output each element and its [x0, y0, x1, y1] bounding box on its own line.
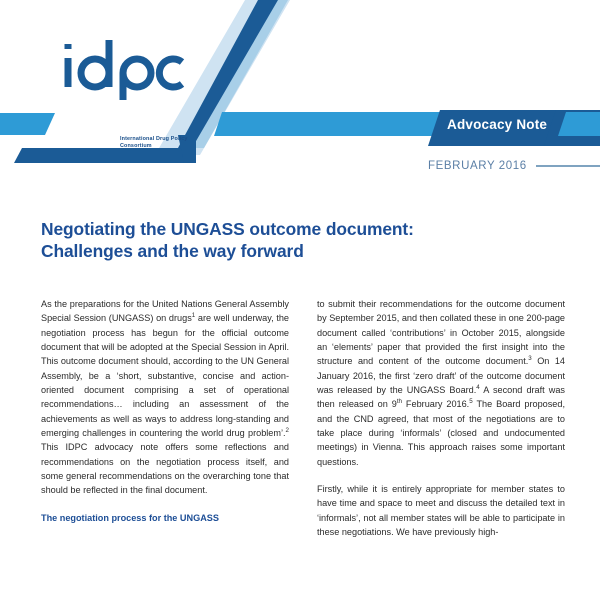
footnote-marker-5: 5: [469, 398, 473, 406]
left-text-column: [41, 297, 289, 540]
idpc-wordmark-icon: [62, 38, 207, 102]
footnote-marker-4: 4: [476, 384, 480, 392]
right-text-column: [317, 297, 565, 540]
mid-blue-tab-left: [0, 113, 55, 135]
idpc-logo: [62, 38, 207, 149]
navy-bottom-rule: [14, 148, 196, 163]
idpc-logo-tagline: International Drug Policy Consortium: [120, 136, 188, 149]
paragraph-intro-part-1: As the preparations for the United Nations General Assembly Special Session (UNGASS) on drugs: [41, 299, 289, 324]
paragraph-process-part-2: On 14 January 2016, the first ‘zero draft’ of the outcome document was released by the UNGASS Board.: [317, 356, 565, 396]
document-header-banner: [0, 0, 600, 190]
section-heading-negotiation-process: The negotiation process for the UNGASS: [41, 512, 219, 523]
page-title-line-1: Negotiating the UNGASS outcome document:: [41, 218, 414, 239]
paragraph-process-timeline: [317, 297, 565, 469]
paragraph-firstly: Firstly, while it is entirely appropriate for member states to have time and space to meet and discuss the detailed text in ‘informals’, not all member states will be able to participate in these negotiations. We have previously high-: [317, 484, 565, 538]
paragraph-intro: [41, 297, 289, 498]
date-rule-divider: [536, 165, 600, 167]
body-columns: [41, 297, 565, 540]
publication-date: FEBRUARY 2016: [428, 160, 527, 172]
paragraph-process-part-5: The Board proposed, and the CND agreed, that most of the negotiations are to take place during ‘informals’ (closed and undocumented meetings) in Vienna. This approach raises some important questions.: [317, 399, 565, 467]
footnote-marker-3: 3: [528, 355, 532, 363]
footnote-marker-2: 2: [285, 427, 289, 435]
footnote-marker-1: 1: [191, 312, 196, 320]
paragraph-process-part-4: February 2016.: [401, 399, 470, 410]
paragraph-intro-part-2: are well underway, the negotiation process has begun for the official outcome document that will be adopted at the Special Session in April. This outcome document should, according to the UN General Assembly, be a ‘short, substantive, concise and action-oriented document comprising a set of operational recommendations… including an assessment of the achievements as well as ways to address long-standing and emerging challenges in countering the world drug problem’.: [41, 313, 290, 439]
page-title: [41, 218, 481, 263]
paragraph-process-part-3: A second draft was then released on 9: [317, 385, 565, 410]
publication-date-row: [428, 160, 600, 172]
advocacy-note-badge: Advocacy Note: [447, 117, 548, 132]
paragraph-intro-part-3: This IDPC advocacy note offers some reflections and recommendations on the negotiation process itself, and some general recommendations on the overarching tone that should be reflected in the final document.: [41, 442, 289, 496]
ordinal-suffix-th: th: [396, 398, 402, 406]
page-title-line-2: Challenges and the way forward: [41, 241, 304, 262]
paragraph-process-part-1: to submit their recommendations for the outcome document by September 2015, and then collated these in one 200-page document called ‘contributions’ in October 2015, alongside an ‘elements’ paper that provided the first insight into the structure and content of the outcome document.: [317, 299, 565, 367]
